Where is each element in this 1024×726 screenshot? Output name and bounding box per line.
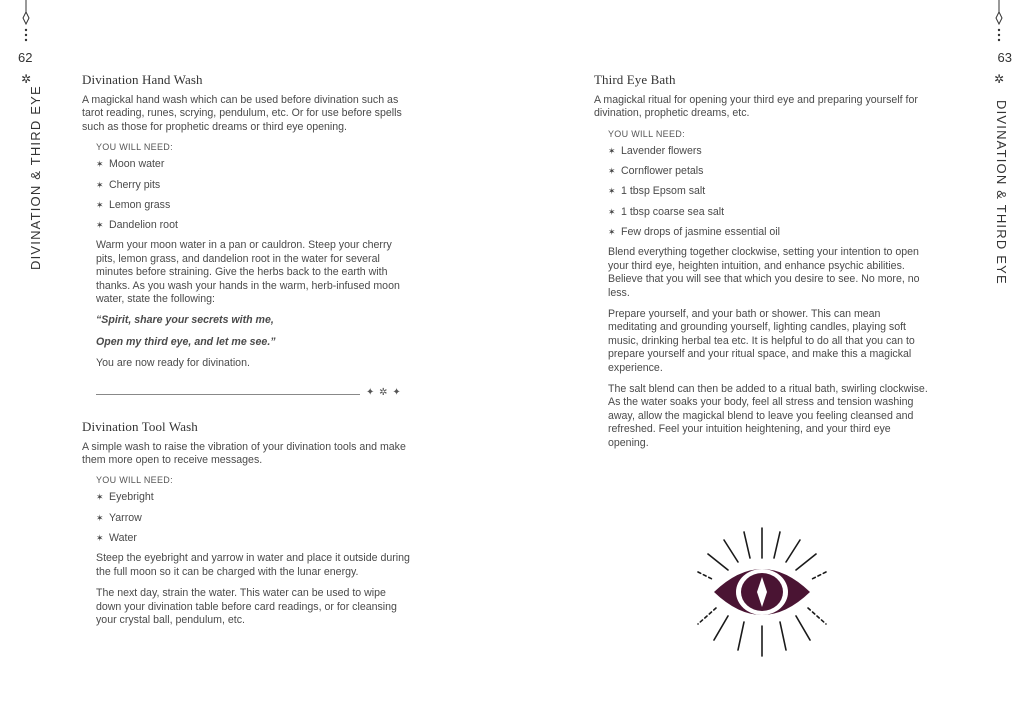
right-page bbox=[512, 0, 1024, 726]
star-bullet-icon: ✶ bbox=[96, 159, 104, 170]
edge-ornament-icon bbox=[992, 0, 1006, 44]
page-number: 62 bbox=[18, 50, 33, 65]
list-item: ✶ 1 tbsp Epsom salt bbox=[608, 185, 706, 198]
page-number: 63 bbox=[997, 50, 1012, 65]
list-item: ✶ Cornflower petals bbox=[608, 165, 704, 178]
star-bullet-icon: ✶ bbox=[608, 166, 616, 177]
need-label: YOU WILL NEED: bbox=[96, 142, 173, 153]
list-item: ✶ Cherry pits bbox=[96, 178, 161, 191]
star-bullet-icon: ✶ bbox=[608, 206, 616, 217]
star-bullet-icon: ✶ bbox=[96, 492, 104, 503]
star-bullet-icon: ✶ bbox=[608, 186, 616, 197]
star-bullet-icon: ✶ bbox=[608, 227, 616, 237]
star-bullet-icon: ✶ bbox=[96, 199, 104, 210]
divider-line bbox=[96, 394, 360, 395]
list-item: ✶ Lavender flowers bbox=[608, 144, 702, 157]
ingredient-list bbox=[608, 145, 930, 239]
need-label: YOU WILL NEED: bbox=[96, 475, 173, 486]
star-bullet-icon: ✶ bbox=[96, 512, 104, 523]
list-item: ✶ Dandelion root bbox=[96, 219, 178, 232]
chant-line: Open my third eye, and let me see.” bbox=[96, 335, 276, 348]
method-text: Steep the eyebright and yarrow in water and place it outside during the full moon so it can be charged with the lunar energy. bbox=[96, 552, 410, 578]
method-text: Prepare yourself, and your bath or shower. This can mean meditating and grounding yourself, lighting candles, playing soft music, drinking herbal tea etc. It is helpful to do all that you can to prepare yourself and your ritual space, and make this a magickal experience. bbox=[608, 307, 915, 374]
running-head: DIVINATION & THIRD EYE bbox=[994, 100, 1009, 285]
star-bullet-icon: ✶ bbox=[608, 145, 616, 156]
list-item: ✶ Moon water bbox=[96, 158, 165, 171]
section-title: Divination Tool Wash bbox=[82, 418, 198, 434]
method-text: Blend everything together clockwise, setting your intention to open your third eye, heighten intuition, and enhance psychic abilities. Believe that you will see that which you desire to see. No more, no less. bbox=[608, 246, 920, 299]
divider-stars-icon: ✦ ✲ ✦ bbox=[366, 386, 402, 398]
right-column bbox=[594, 72, 930, 458]
chant-line: “Spirit, share your secrets with me, bbox=[96, 314, 274, 327]
section-title: Divination Hand Wash bbox=[82, 72, 203, 87]
running-head: DIVINATION & THIRD EYE bbox=[28, 85, 43, 270]
method-text: The next day, strain the water. This water can be used to wipe down your divination table before card readings, or for cleansing your crystal ball, pendulum, etc. bbox=[96, 587, 397, 626]
closing-text: You are now ready for divination. bbox=[96, 357, 250, 370]
section-intro: A magickal hand wash which can be used before divination such as tarot reading, runes, scrying, pendulum, etc. Or for use before spells such as those for prophetic dreams or third eye opening. bbox=[82, 94, 402, 133]
section-intro: A simple wash to raise the vibration of your divination tools and make them more open to receive messages. bbox=[82, 440, 406, 467]
star-icon: ✲ bbox=[21, 72, 32, 86]
star-bullet-icon: ✶ bbox=[96, 220, 104, 231]
section-divider bbox=[96, 387, 414, 403]
list-item: ✶ Water bbox=[96, 532, 137, 545]
edge-ornament-icon bbox=[19, 0, 33, 44]
list-item: ✶ Few drops of jasmine essential oil bbox=[608, 226, 780, 238]
list-item: ✶ Eyebright bbox=[96, 491, 154, 504]
section-title: Third Eye Bath bbox=[594, 72, 676, 87]
star-bullet-icon: ✶ bbox=[96, 533, 104, 544]
section-intro: A magickal ritual for opening your third eye and preparing yourself for divination, prophetic dreams, etc. bbox=[594, 94, 918, 120]
left-column bbox=[82, 72, 414, 635]
ingredient-list bbox=[96, 491, 414, 545]
list-item: ✶ Lemon grass bbox=[96, 198, 171, 211]
list-item: ✶ Yarrow bbox=[96, 511, 142, 524]
star-icon: ✲ bbox=[993, 72, 1004, 86]
ingredient-list bbox=[96, 158, 414, 232]
list-item: ✶ 1 tbsp coarse sea salt bbox=[608, 205, 725, 218]
third-eye-icon bbox=[694, 524, 830, 660]
method-text: The salt blend can then be added to a ritual bath, swirling clockwise. As the water soaks your body, feel all stress and tension washing away, allow the magickal blend to leave you feeling cleansed and refreshed. Feel your intuition heightening, and your third eye opening. bbox=[608, 382, 928, 449]
method-text: Warm your moon water in a pan or cauldron. Steep your cherry pits, lemon grass, and dandelion root in the water for several minutes before straining. Give the herbs back to the earth with thanks. As you wash your hands in the warm, herb-infused moon water, state the following: bbox=[96, 239, 400, 306]
star-bullet-icon: ✶ bbox=[96, 179, 104, 190]
need-label: YOU WILL NEED: bbox=[608, 128, 685, 139]
